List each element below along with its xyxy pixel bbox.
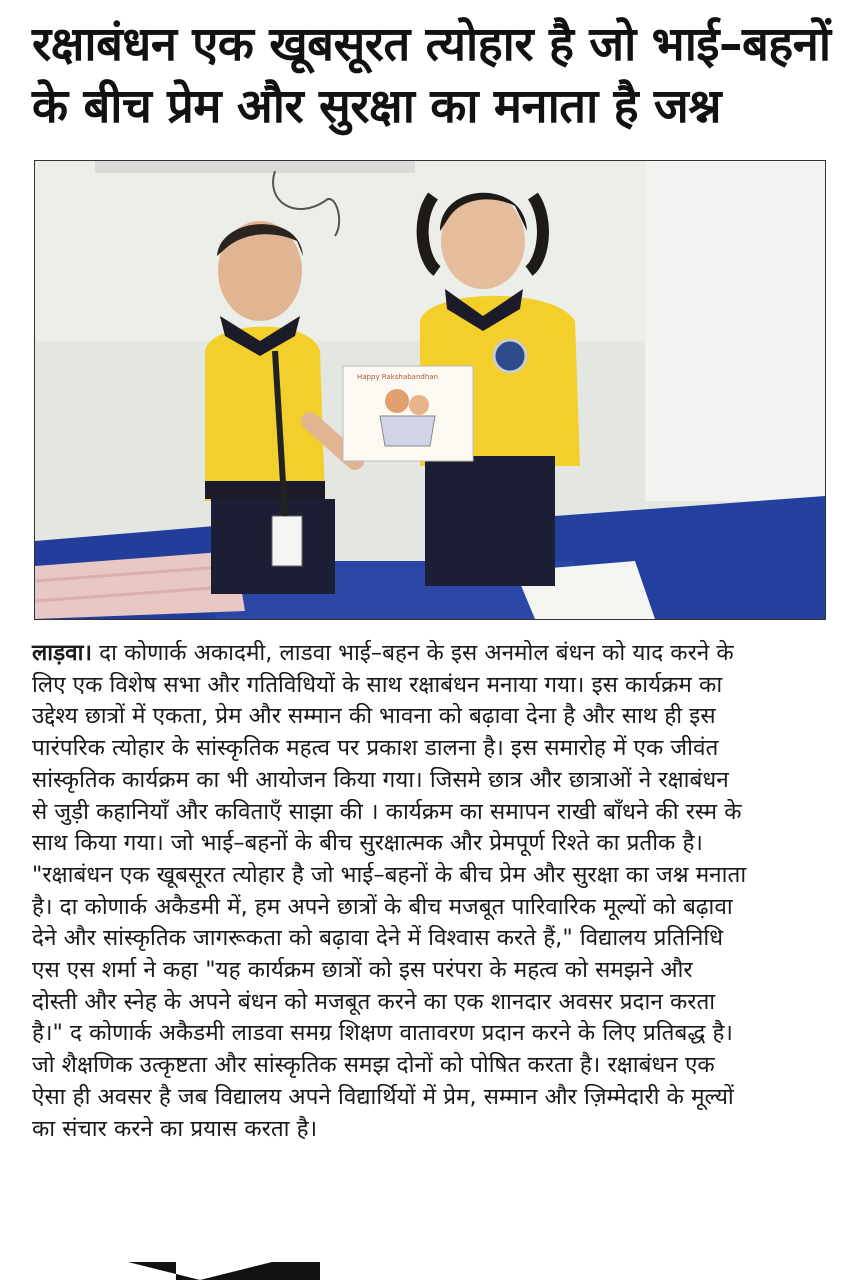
article-line: देने और सांस्कृतिक जागरूकता को बढ़ावा देने में विश्वास करते हैं," विद्यालय प्रतिनिधि [32,925,724,952]
article-line: का संचार करने का प्रयास करता है। [32,1115,318,1142]
article-line: एस एस शर्मा ने कहा "यह कार्यक्रम छात्रों को इस परंपरा के महत्व को समझने और [32,957,693,984]
news-photo [34,160,826,620]
article-line: पारंपरिक त्योहार के सांस्कृतिक महत्व पर प्रकाश डालना है। इस समारोह में एक जीवंत [32,735,719,762]
children-holding-card-photo [35,161,825,619]
article-line: लिए एक विशेष सभा और गतिविधियों के साथ रक्षाबंधन मनाया गया। इस कार्यक्रम का [32,671,723,698]
dateline: लाड़वा। [32,640,92,666]
article-line: से जुड़ी कहानियाँ और कविताएँ साझा की । कार्यक्रम का समापन राखी बाँधने की रस्म के [32,798,742,825]
article-line: "रक्षाबंधन एक खूबसूरत त्योहार है जो भाई–बहनों के बीच प्रेम और सुरक्षा का जश्न मनाता [32,861,747,888]
article-line: ऐसा ही अवसर है जब विद्यालय अपने विद्यार्थियों में प्रेम, सम्मान और ज़िम्मेदारी के मूल्यों [32,1083,734,1110]
article-line: साथ किया गया। जो भाई–बहनों के बीच सुरक्षात्मक और प्रेमपूर्ण रिश्ते का प्रतीक है। [32,830,703,857]
rakhi-card [343,366,473,461]
next-headline-cropped [32,1262,832,1280]
article-line: उद्देश्य छात्रों में एकता, प्रेम और सम्मान की भावना को बढ़ावा देना है और साथ ही इस [32,703,716,730]
article-line: सांस्कृतिक कार्यक्रम का भी आयोजन किया गया। जिसमे छात्र और छात्राओं ने रक्षाबंधन [32,766,729,793]
article-line: है। दा कोणार्क अकैडमी में, हम अपने छात्रों के बीच मजबूत पारिवारिक मूल्यों को बढ़ावा [32,893,733,920]
card-text: Happy Rakshabandhan [357,373,439,381]
article-body [32,638,832,1145]
headline-line-2: के बीच प्रेम और सुरक्षा का मनाता है जश्न [32,79,722,134]
article-line: लाड़वा। दा कोणार्क अकादमी, लाडवा भाई–बहन के इस अनमोल बंधन को याद करने के [32,640,734,666]
headline-line-1: रक्षाबंधन एक खूबसूरत त्योहार है जो भाई–बहनों [32,17,831,72]
article-line: जो शैक्षणिक उत्कृष्टता और सांस्कृतिक समझ दोनों को पोषित करता है। रक्षाबंधन एक [32,1052,715,1079]
article-line: दोस्ती और स्नेह के अपने बंधन को मजबूत करने का एक शानदार अवसर प्रदान करता [32,988,716,1015]
headline [32,14,832,138]
article-line: है।" द कोणार्क अकैडमी लाडवा समग्र शिक्षण वातावरण प्रदान करने के लिए प्रतिबद्ध है। [32,1020,733,1047]
